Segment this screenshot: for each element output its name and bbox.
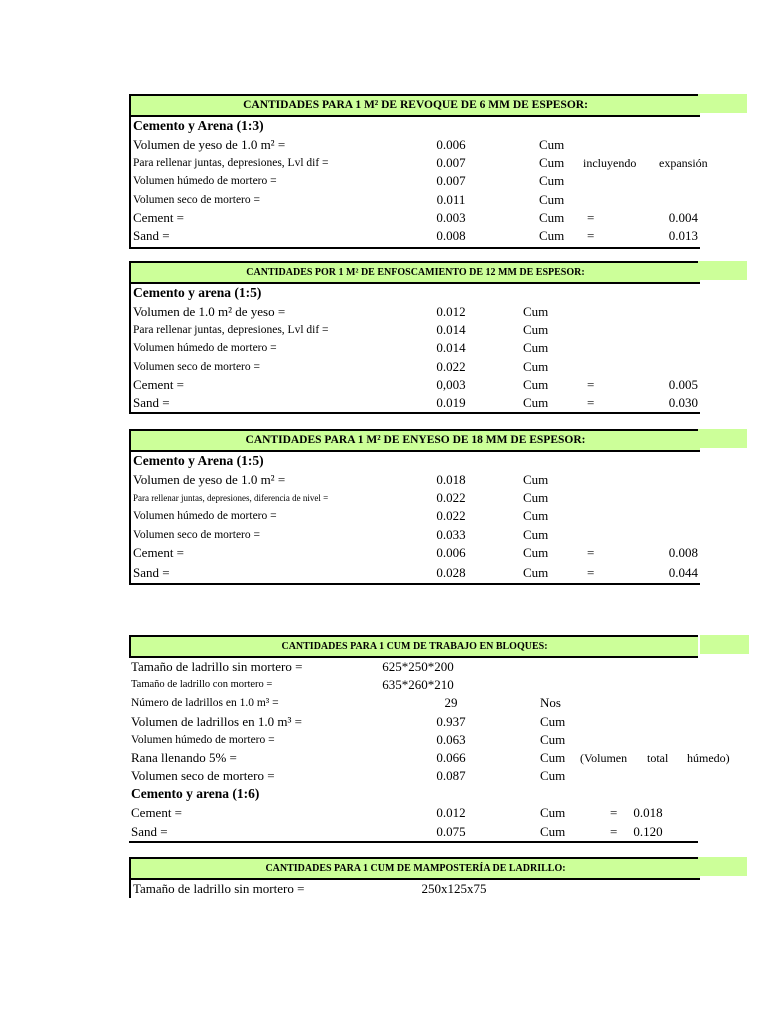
- table-row: [129, 694, 698, 712]
- row-note: total: [647, 750, 669, 765]
- section-header: [131, 857, 700, 880]
- mix-ratio-label: Cemento y arena (1:5): [133, 285, 262, 300]
- row-value: 0.028: [436, 564, 466, 580]
- section-rows: [131, 452, 700, 585]
- row-label: Volumen húmedo de mortero =: [133, 342, 277, 355]
- row-value: 250x125x75: [421, 881, 487, 896]
- table-row: [131, 117, 700, 136]
- row-value: 0.066: [436, 749, 466, 765]
- table-row: [131, 172, 700, 190]
- table-row: [131, 358, 700, 376]
- row-unit: Cum: [539, 227, 565, 243]
- row-result: 0.005: [668, 376, 698, 392]
- table-row: [129, 713, 698, 731]
- equals-sign: =: [587, 544, 595, 560]
- row-label: Sand =: [133, 394, 170, 410]
- row-label: Para rellenar juntas, depresiones, diferencia de nivel =: [133, 493, 329, 504]
- section-title: CANTIDADES PARA 1 CUM DE TRABAJO EN BLOQUES:: [281, 641, 548, 652]
- row-label: Volumen húmedo de mortero =: [133, 510, 277, 523]
- row-value: 635*260*210: [382, 677, 454, 693]
- mix-ratio-label: Cemento y Arena (1:3): [133, 118, 264, 133]
- row-value: 29: [444, 695, 458, 711]
- row-label: Cement =: [133, 544, 185, 560]
- row-unit: Cum: [523, 304, 549, 319]
- row-unit: Cum: [540, 749, 566, 765]
- section-header: [131, 94, 700, 117]
- row-value: 0.018: [436, 472, 466, 487]
- row-value: 0.087: [436, 768, 466, 784]
- mix-ratio-label: Cemento y Arena (1:5): [133, 453, 264, 468]
- row-value: 0.012: [436, 805, 466, 821]
- row-value: 0,003: [436, 376, 466, 392]
- row-label: Volumen de ladrillos en 1.0 m³ =: [131, 713, 302, 729]
- row-label: Cement =: [133, 209, 185, 225]
- table-row: [131, 209, 700, 227]
- row-unit: Cum: [539, 173, 565, 189]
- row-unit: Cum: [539, 137, 565, 152]
- table-row: [131, 284, 700, 303]
- header-fill-extension: [698, 261, 747, 280]
- row-label: Sand =: [133, 227, 170, 243]
- row-value: 0.022: [436, 490, 466, 506]
- equals-sign: =: [587, 564, 595, 580]
- row-label: Para rellenar juntas, depresiones, Lvl dif =: [133, 324, 329, 337]
- row-value: 0.012: [436, 304, 466, 319]
- section-rows: [131, 880, 700, 898]
- row-label: Volumen de yeso de 1.0 m² =: [133, 472, 286, 487]
- row-label: Tamaño de ladrillo con mortero =: [131, 679, 273, 691]
- row-unit: Cum: [540, 731, 566, 747]
- section-enyeso-18mm: [129, 429, 700, 585]
- row-value: 625*250*200: [382, 659, 454, 674]
- section-title: CANTIDADES PARA 1 CUM DE MAMPOSTERÍA DE LADRILLO:: [265, 863, 566, 874]
- row-value: 0.011: [436, 191, 466, 207]
- table-row: [131, 227, 700, 247]
- row-unit: Cum: [539, 191, 565, 207]
- row-unit: Cum: [523, 472, 549, 487]
- row-unit: Cum: [539, 155, 565, 171]
- mix-ratio-label: Cemento y arena (1:6): [131, 786, 260, 802]
- table-row: [131, 154, 708, 172]
- row-value: 0.022: [436, 508, 466, 524]
- section-title: CANTIDADES PARA 1 M² DE REVOQUE DE 6 MM DE ESPESOR:: [243, 99, 588, 111]
- section-revoque-6mm: [129, 94, 708, 249]
- row-value: 0.014: [436, 322, 466, 338]
- row-value: 0.014: [436, 340, 466, 356]
- table-row: [129, 731, 698, 749]
- row-result: 0.004: [668, 209, 698, 225]
- row-result: 0.013: [668, 227, 698, 243]
- equals-sign: =: [610, 823, 618, 839]
- row-label: Volumen húmedo de mortero =: [133, 175, 277, 188]
- row-value: 0.003: [436, 209, 466, 225]
- row-label: Volumen húmedo de mortero =: [131, 733, 275, 746]
- row-label: Volumen seco de mortero =: [133, 193, 260, 206]
- equals-sign: =: [587, 227, 595, 243]
- row-unit: Nos: [540, 695, 561, 711]
- table-row: [131, 394, 700, 412]
- row-unit: Cum: [540, 823, 566, 839]
- row-value: 0.937: [436, 713, 466, 729]
- table-row: [131, 376, 700, 394]
- row-unit: Cum: [540, 805, 566, 821]
- table-row: [131, 452, 700, 471]
- row-value: 0.019: [436, 394, 466, 410]
- equals-sign: =: [587, 394, 595, 410]
- row-label: Sand =: [131, 823, 168, 839]
- row-label: Rana llenando 5% =: [131, 749, 237, 765]
- row-value: 0.006: [436, 137, 466, 152]
- table-row: [131, 471, 700, 489]
- section-rows: [131, 284, 700, 414]
- table-row: [131, 136, 700, 154]
- table-row: [131, 544, 700, 562]
- table-row: [131, 303, 700, 321]
- section-bloques: [129, 635, 730, 843]
- row-unit: Cum: [523, 322, 549, 338]
- section-enfoscamiento-12mm: [129, 261, 700, 414]
- table-row: [131, 880, 700, 898]
- row-label: Volumen seco de mortero =: [131, 768, 275, 784]
- section-header: [131, 429, 700, 452]
- row-value: 0.007: [436, 155, 466, 171]
- table-row: [131, 562, 700, 583]
- section-title: CANTIDADES PARA 1 M² DE ENYESO DE 18 MM DE ESPESOR:: [245, 434, 586, 446]
- table-row: [129, 676, 698, 694]
- row-label: Volumen de 1.0 m² de yeso =: [133, 304, 286, 319]
- row-unit: Cum: [523, 526, 549, 542]
- table-row: [131, 339, 700, 357]
- row-unit: Cum: [540, 768, 566, 784]
- row-result: 0.018: [633, 805, 663, 821]
- row-unit: Cum: [523, 340, 549, 356]
- header-fill-extension: [698, 857, 747, 876]
- row-unit: Cum: [539, 209, 565, 225]
- section-header: [129, 635, 698, 658]
- row-unit: Cum: [523, 544, 549, 560]
- header-fill-extension: [698, 94, 747, 113]
- section-title: CANTIDADES POR 1 M² DE ENFOSCAMIENTO DE 12 MM DE ESPESOR:: [246, 267, 585, 278]
- row-label: Volumen de yeso de 1.0 m² =: [133, 137, 286, 152]
- row-label: Volumen seco de mortero =: [133, 528, 260, 541]
- row-unit: Cum: [523, 358, 549, 374]
- row-label: Tamaño de ladrillo sin mortero =: [133, 881, 305, 896]
- header-fill-extension: [700, 635, 749, 654]
- row-label: Tamaño de ladrillo sin mortero =: [131, 659, 303, 674]
- equals-sign: =: [587, 376, 595, 392]
- section-header: [131, 261, 700, 284]
- row-value: 0.008: [436, 227, 466, 243]
- equals-sign: =: [610, 805, 618, 821]
- row-label: Número de ladrillos en 1.0 m³ =: [131, 697, 279, 710]
- row-label: Volumen seco de mortero =: [133, 360, 260, 373]
- row-note: (Volumen: [580, 750, 628, 765]
- table-row: [129, 749, 730, 767]
- equals-sign: =: [587, 209, 595, 225]
- row-value: 0.075: [436, 823, 466, 839]
- row-label: Cement =: [133, 376, 185, 392]
- row-value: 0.007: [436, 173, 466, 189]
- table-row: [129, 823, 698, 841]
- table-row: [131, 507, 700, 525]
- row-unit: Cum: [540, 713, 566, 729]
- row-value: 0.006: [436, 544, 466, 560]
- table-row: [129, 804, 698, 822]
- row-note: húmedo): [687, 750, 730, 765]
- section-mamposteria: [129, 857, 700, 898]
- section-rows: [131, 117, 708, 249]
- table-row: [129, 658, 698, 676]
- row-label: Sand =: [133, 564, 170, 580]
- row-value: 0.022: [436, 358, 466, 374]
- row-label: Para rellenar juntas, depresiones, Lvl dif =: [133, 157, 329, 170]
- row-unit: Cum: [523, 564, 549, 580]
- row-unit: Cum: [523, 490, 549, 506]
- section-rows: [129, 658, 730, 843]
- row-result: 0.008: [668, 544, 698, 560]
- table-row: [131, 526, 700, 544]
- row-note: expansión: [659, 156, 708, 171]
- row-unit: Cum: [523, 394, 549, 410]
- row-label: Cement =: [131, 805, 183, 821]
- table-row: [129, 785, 698, 804]
- row-unit: Cum: [523, 508, 549, 524]
- table-row: [131, 321, 700, 339]
- table-row: [129, 767, 698, 785]
- table-row: [131, 191, 700, 209]
- row-note: incluyendo: [583, 156, 637, 171]
- header-fill-extension: [698, 429, 747, 448]
- row-unit: Cum: [523, 376, 549, 392]
- row-result: 0.030: [668, 394, 698, 410]
- row-value: 0.063: [436, 731, 466, 747]
- row-result: 0.120: [633, 823, 663, 839]
- row-result: 0.044: [668, 564, 698, 580]
- table-row: [131, 489, 700, 507]
- row-value: 0.033: [436, 526, 466, 542]
